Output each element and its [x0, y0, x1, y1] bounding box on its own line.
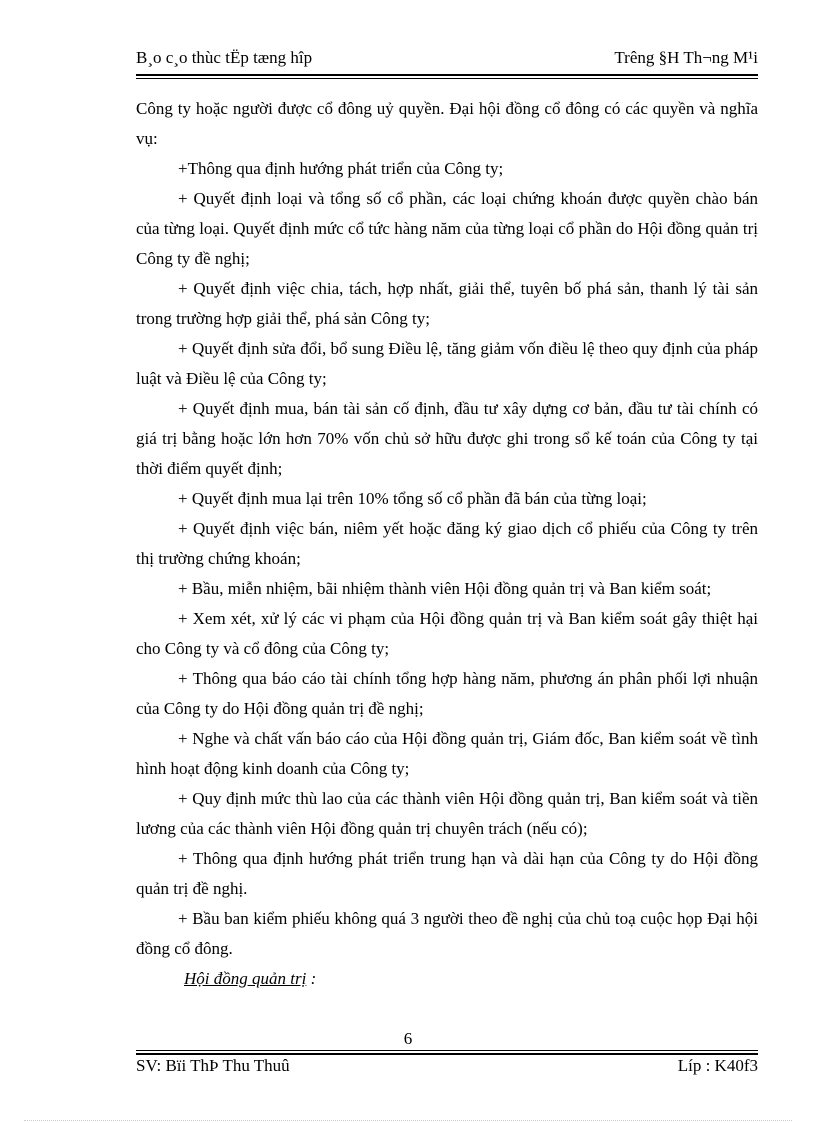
list-item: + Quy định mức thù lao của các thành viên Hội đồng quản trị, Ban kiểm soát và tiền lương của các thành viên Hội đồng quản trị chuyên trách (nếu có);: [136, 789, 758, 838]
footer-student-name: SV: Bïi ThÞ Thu Thuû: [136, 1056, 290, 1075]
page-number: 6: [403, 1029, 413, 1048]
section-heading-text: Hội đồng quản trị: [184, 969, 307, 988]
header-report-title: B¸o c¸o thùc tËp tæng hîp: [136, 48, 313, 67]
list-item: + Bầu ban kiểm phiếu không quá 3 người theo đề nghị của chủ toạ cuộc họp Đại hội đồng cổ đông.: [136, 909, 758, 958]
list-item: + Xem xét, xử lý các vi phạm của Hội đồng quản trị và Ban kiểm soát gây thiệt hại cho Công ty và cổ đông của Công ty;: [136, 609, 758, 658]
section-heading: [136, 964, 758, 994]
list-item: +Thông qua định hướng phát triển của Công ty;: [178, 159, 504, 178]
page-footer: [136, 1056, 758, 1080]
list-item: + Bầu, miễn nhiệm, bãi nhiệm thành viên Hội đồng quản trị và Ban kiểm soát;: [178, 579, 712, 598]
list-item: + Quyết định sửa đổi, bổ sung Điều lệ, tăng giảm vốn điều lệ theo quy định của pháp luật và Điều lệ của Công ty;: [136, 339, 758, 388]
document-body: [136, 94, 758, 994]
section-heading-colon: :: [306, 969, 317, 988]
header-divider-thin: [136, 78, 758, 79]
footer-class-code: Líp : K40f3: [677, 1056, 758, 1075]
paragraph-intro: Công ty hoặc người được cổ đông uỷ quyền. Đại hội đồng cổ đông có các quyền và nghĩa vụ:: [136, 99, 758, 148]
footer-divider-thick: [136, 1053, 758, 1055]
page-boundary: [24, 1120, 792, 1121]
list-item: + Quyết định việc chia, tách, hợp nhất, giải thể, tuyên bố phá sản, thanh lý tài sản trong trường hợp giải thể, phá sản Công ty;: [136, 279, 758, 328]
list-item: + Quyết định mua lại trên 10% tổng số cổ phần đã bán của từng loại;: [178, 489, 647, 508]
list-item: + Thông qua định hướng phát triển trung hạn và dài hạn của Công ty do Hội đồng quản trị đề nghị.: [136, 849, 758, 898]
list-item: + Quyết định loại và tổng số cổ phần, các loại chứng khoán được quyền chào bán của từng loại. Quyết định mức cổ tức hàng năm của từng loại cổ phần do Hội đồng quản trị Công ty đề nghị;: [136, 189, 758, 268]
list-item: + Thông qua báo cáo tài chính tổng hợp hàng năm, phương án phân phối lợi nhuận của Công ty do Hội đồng quản trị đề nghị;: [136, 669, 758, 718]
list-item: + Quyết định việc bán, niêm yết hoặc đăng ký giao dịch cổ phiếu của Công ty trên thị trường chứng khoán;: [136, 519, 758, 568]
list-item: + Quyết định mua, bán tài sản cố định, đầu tư xây dựng cơ bản, đầu tư tài chính có giá trị bằng hoặc lớn hơn 70% vốn chủ sở hữu được ghi trong sổ kế toán của Công ty tại thời điểm quyết định;: [136, 399, 758, 478]
page-header: [136, 48, 758, 72]
list-item: + Nghe và chất vấn báo cáo của Hội đồng quản trị, Giám đốc, Ban kiểm soát về tình hình hoạt động kinh doanh của Công ty;: [136, 729, 758, 778]
header-university-name: Trêng §H Th¬ng M¹i: [614, 48, 758, 67]
footer-divider-thin: [136, 1050, 758, 1051]
header-divider-thick: [136, 74, 758, 76]
